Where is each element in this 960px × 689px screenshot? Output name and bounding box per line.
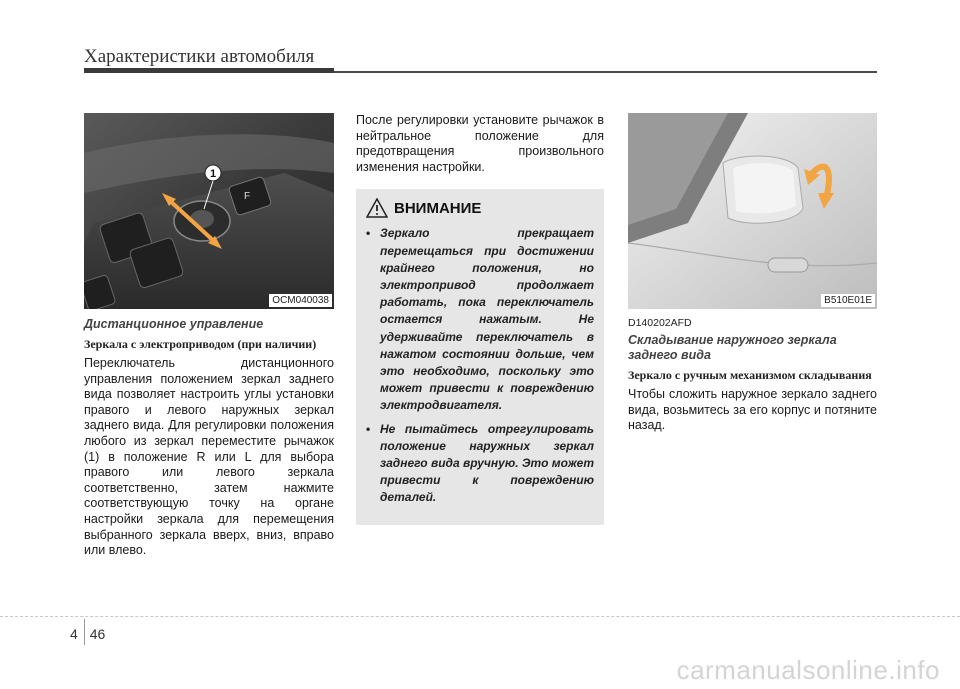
body-paragraph: После регулировки установите рычажок в нейтральное положение для предотвращения произвольного изменения настройки. xyxy=(356,113,604,174)
warning-title: ВНИМАНИЕ xyxy=(394,199,482,217)
section-title: Характеристики автомобиля xyxy=(84,46,315,67)
left-column xyxy=(84,113,334,559)
right-column xyxy=(628,113,877,434)
header-rule-thin xyxy=(334,71,877,73)
callout-number: 1 xyxy=(210,168,217,180)
footer-rule xyxy=(0,616,960,617)
page-number-value: 46 xyxy=(89,626,106,642)
body-paragraph: Переключатель дистанционного управления положением зеркал заднего вида позволяет настроить углы установки правого и левого наружных зеркал заднего вида. Для регулировки положения любого из зеркал переместите рычажок (1) в положение R или L для выбора правого или левого зеркала соответственно, затем нажмите соответствующую точку на органе настройки зеркала для перемещения выбранного зеркала вверх, вниз, вправо или влево. xyxy=(84,356,334,558)
figure-caption: Складывание наружного зеркала заднего вида xyxy=(628,333,837,362)
header-rule-thick xyxy=(84,68,334,73)
mirror-switch-photo xyxy=(84,113,334,309)
body-paragraph: Чтобы сложить наружное зеркало заднего вида, возьмитесь за его корпус и потяните назад. xyxy=(628,387,877,433)
warning-box xyxy=(356,189,604,524)
folding-mirror-photo xyxy=(628,113,877,309)
middle-column xyxy=(356,113,604,525)
warning-icon xyxy=(366,198,388,218)
photo-code: B510E01E xyxy=(821,294,875,307)
reference-code: D140202AFD xyxy=(628,317,692,329)
warning-item: • Не пытайтесь отрегулировать положение наружных зеркал заднего вида вручную. Это может привести к повреждению деталей. xyxy=(366,421,594,507)
warning-item: • Зеркало прекращает перемещаться при достижении крайнего положения, но электропривод продолжает работать, пока переключатель остается нажатым. Не удерживайте переключатель в нажатом состоянии дольше, чем это необходимо, поскольку это может привести к повреждению электродвигателя. xyxy=(366,225,594,414)
watermark: carmanualsonline.info xyxy=(676,655,940,685)
subheading: Зеркала с электроприводом (при наличии) xyxy=(84,337,317,351)
subheading: Зеркало с ручным механизмом складывания xyxy=(628,368,872,382)
photo-code: OCM040038 xyxy=(269,294,332,307)
figure-caption: Дистанционное управление xyxy=(84,317,264,331)
page-number xyxy=(70,626,105,642)
chapter-number: 4 xyxy=(70,626,78,642)
svg-text:F: F xyxy=(244,191,251,202)
